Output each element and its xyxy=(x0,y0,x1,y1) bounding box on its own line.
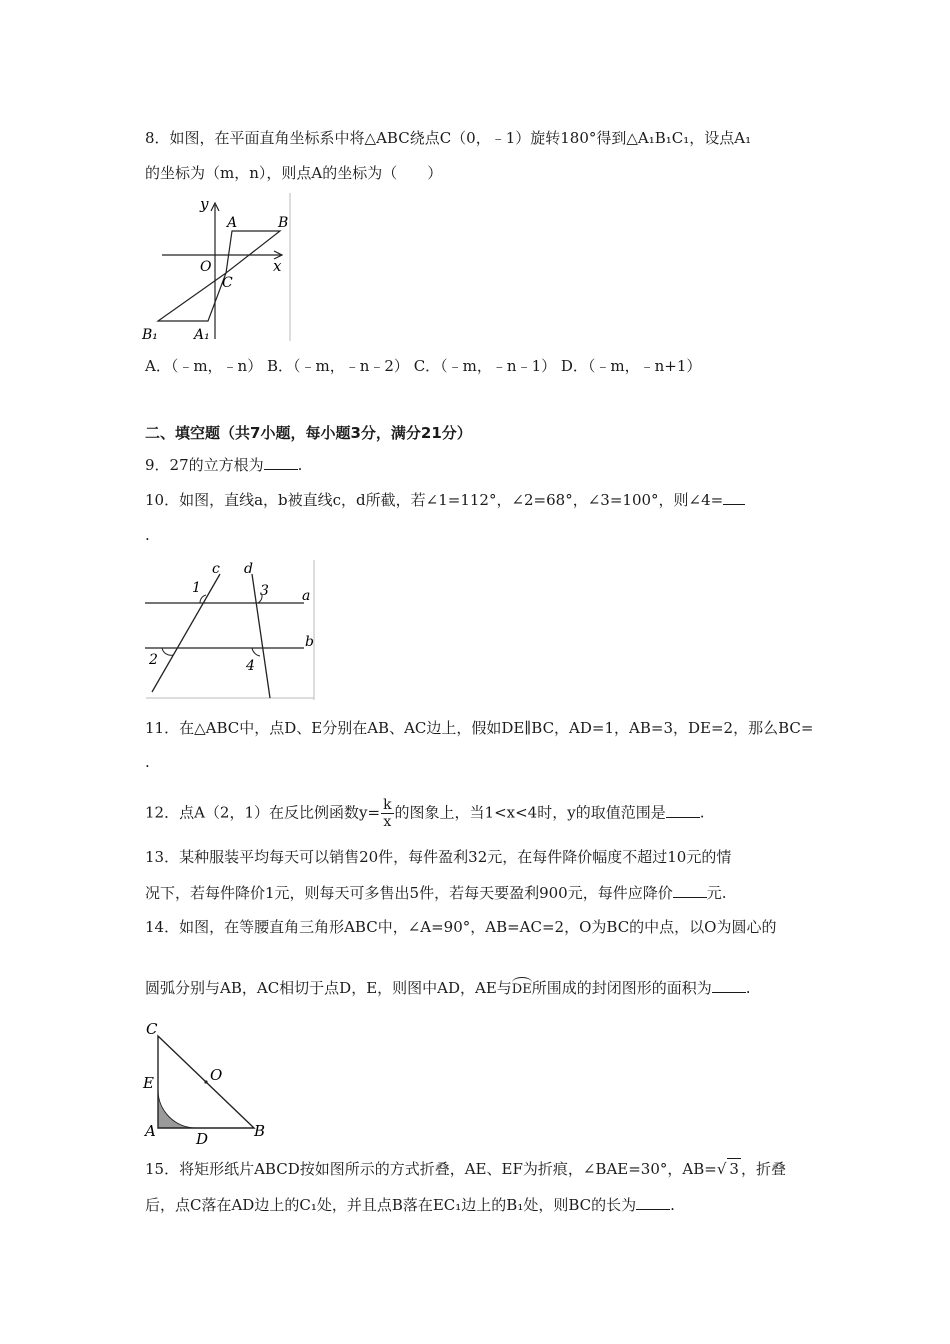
q8-figure xyxy=(140,193,295,345)
q10-label-1: 1 xyxy=(192,580,201,596)
q10-label-2: 2 xyxy=(149,652,158,668)
q8-label-B: B xyxy=(278,215,289,231)
q10-text: 10．如图，直线a，b被直线c，d所截，若∠1=112°，∠2=68°，∠3=100°，则∠4= xyxy=(145,491,724,509)
q14-label-A: A xyxy=(145,1122,156,1140)
q14-label-O: O xyxy=(210,1066,223,1084)
q10-blank xyxy=(723,490,745,505)
q14-label-C: C xyxy=(146,1020,158,1038)
q15-line2-text: 后，点C落在AD边上的C₁处，并且点B落在EC₁边上的B₁处，则BC的长为 xyxy=(145,1196,637,1214)
q14-line1: 14．如图，在等腰直角三角形ABC中，∠A=90°，AB=AC=2，O为BC的中点，以O为圆心的 xyxy=(145,918,777,936)
q14-line2 xyxy=(145,977,751,998)
q13-blank xyxy=(673,883,707,898)
q11-line2: . xyxy=(145,753,150,771)
q8-line1: 8．如图，在平面直角坐标系中将△ABC绕点C（0，﹣1）旋转180°得到△A₁B₁C₁，设点A₁ xyxy=(145,129,752,147)
q15-tail: . xyxy=(670,1196,675,1214)
q9 xyxy=(145,455,302,475)
q8-line2: 的坐标为（m，n），则点A的坐标为（ ） xyxy=(145,164,443,182)
q14-tail: . xyxy=(745,979,751,997)
q9-blank xyxy=(264,455,298,470)
q8-label-O: O xyxy=(200,259,212,275)
section2-heading: 二、填空题（共7小题，每小题3分，满分21分） xyxy=(145,424,472,442)
q10-label-3: 3 xyxy=(260,583,269,599)
q12-blank xyxy=(666,803,700,818)
q10-label-c: c xyxy=(212,561,220,577)
q12-fraction-denominator: x xyxy=(383,814,392,830)
q14-line2-post: 所围成的封闭图形的面积为 xyxy=(531,979,712,997)
q14-label-D: D xyxy=(196,1130,209,1146)
q8-label-B1: B₁ xyxy=(142,327,158,343)
q14-figure xyxy=(142,1018,270,1146)
q14-arc-DE: DE xyxy=(512,977,532,997)
q9-text: 9．27的立方根为 xyxy=(145,456,264,474)
q12-fraction-numerator: k xyxy=(383,797,392,813)
q8-options: A．（﹣m，﹣n） B．（﹣m，﹣n﹣2） C．（﹣m，﹣n﹣1） D．（﹣m，﹣n+1） xyxy=(145,357,702,375)
q8-label-C: C xyxy=(222,275,233,291)
q10-label-a: a xyxy=(302,588,311,604)
q10-label-b: b xyxy=(305,634,314,650)
q9-tail: . xyxy=(297,456,303,474)
q15-line2 xyxy=(145,1195,675,1215)
q8-label-A1: A₁ xyxy=(194,327,210,343)
q13-line2-text: 况下，若每件降价1元，则每天可多售出5件，若每天要盈利900元，每件应降价 xyxy=(145,884,673,902)
q8-label-x: x xyxy=(273,257,282,275)
q10-label-d: d xyxy=(244,561,253,577)
q14-label-E: E xyxy=(143,1074,154,1092)
q12-tail: . xyxy=(699,803,705,822)
q14-label-B: B xyxy=(254,1122,266,1140)
q15-line1-post: ，折叠 xyxy=(740,1160,786,1178)
q13-line2-tail: 元. xyxy=(706,884,727,902)
q15-blank xyxy=(636,1195,670,1210)
q12-fraction xyxy=(381,797,393,830)
q8-label-A: A xyxy=(227,215,238,231)
q12-pre: 12．点A（2，1）在反比例函数y= xyxy=(145,803,381,822)
q13-line2 xyxy=(145,883,727,903)
q12-post: 的图象上，当1<x<4时，y的取值范围是 xyxy=(394,803,666,822)
q12 xyxy=(145,797,705,830)
q15-sqrt: 3 xyxy=(729,1160,739,1178)
q13-line1: 13．某种服装平均每天可以销售20件，每件盈利32元，在每件降价幅度不超过10元的情 xyxy=(145,848,732,866)
q15-line1 xyxy=(145,1158,786,1179)
q11-line1: 11．在△ABC中，点D、E分别在AB、AC边上，假如DE∥BC，AD=1，AB=3，DE=2，那么BC= xyxy=(145,719,814,737)
q14-line2-pre: 圆弧分别与AB，AC相切于点D，E，则图中AD，AE与 xyxy=(145,979,512,997)
q10-line1 xyxy=(145,490,745,510)
q10-line2: . xyxy=(145,526,150,544)
q15-line1-pre: 15．将矩形纸片ABCD按如图所示的方式折叠，AE、EF为折痕，∠BAE=30°，AB= xyxy=(145,1160,717,1178)
q15-sqrt-sign: √ xyxy=(716,1160,727,1178)
q10-figure xyxy=(142,560,317,702)
q8-label-y: y xyxy=(200,195,209,213)
q10-label-4: 4 xyxy=(246,658,255,674)
q14-blank xyxy=(712,978,746,993)
